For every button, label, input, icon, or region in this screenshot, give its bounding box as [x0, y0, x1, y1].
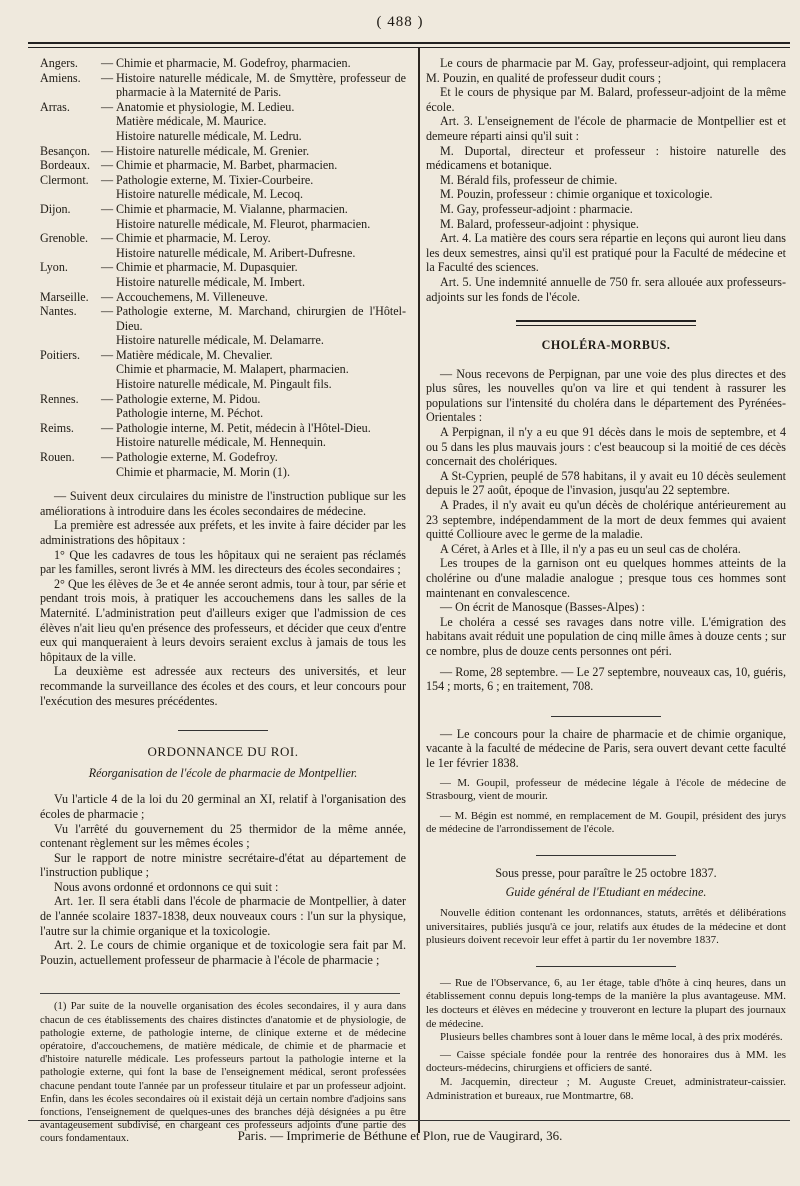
- course-physics: Et le cours de physique par M. Balard, professeur-adjoint de la même école.: [426, 85, 786, 114]
- faculty-course-line: Chimie et pharmacie, M. Morin (1).: [116, 464, 290, 479]
- cholera-para-5: A Céret, à Arles et à Ille, il n'y a pas eu un seul cas de choléra.: [440, 541, 741, 556]
- faculty-city: Lyon.: [40, 260, 68, 275]
- faculty-course-line: Pathologie interne, M. Péchot.: [116, 406, 264, 421]
- faculty-courses: [116, 100, 406, 144]
- faculty-row: [40, 348, 406, 392]
- ordonnance-subtitle: Réorganisation de l'école de pharmacie de Montpellier.: [88, 765, 358, 780]
- faculty-row: [40, 56, 406, 71]
- cholera-para-3: A St-Cyprien, peuplé de 578 habitans, il y avait eu 10 décès seulement depuis le 27 août, époque de l'invasion, jusqu'au 22 septembre.: [426, 468, 786, 498]
- faculty-courses: [116, 304, 406, 348]
- faculty-row: [40, 202, 406, 231]
- faculty-city: Nantes.: [40, 304, 77, 319]
- cholera-para-6: Les troupes de la garnison ont eu quelques hommes atteints de la cholérine ou d'une maladie analogue ; presque tous ces hommes sont maintenant en convalescence.: [426, 556, 786, 600]
- vu-3: Sur le rapport de notre ministre secrétaire-d'état au département de l'instruction publique ;: [40, 850, 406, 880]
- faculty-row: [40, 158, 406, 173]
- faculty-city: Marseille.: [40, 289, 89, 304]
- faculty-dash: —: [100, 450, 114, 465]
- faculty-city: Angers.: [40, 56, 78, 70]
- faculty-city: Dijon.: [40, 201, 71, 216]
- faculty-city: Reims.: [40, 420, 74, 435]
- imprint: Paris. — Imprimerie de Béthune et Plon, rue de Vaugirard, 36.: [237, 1128, 563, 1143]
- faculty-city: Rennes.: [40, 391, 79, 406]
- faculty-courses: [116, 56, 406, 71]
- jacquemin-ad: M. Jacquemin, directeur ; M. Auguste Creuet, administrateur-caissier. Administration et bureaux, rue Montmartre, 68.: [426, 1076, 786, 1102]
- faculty-courses: [116, 231, 406, 260]
- faculty-course-line: Matière médicale, M. Chevalier.: [116, 347, 273, 362]
- faculty-dash: —: [100, 391, 114, 406]
- faculty-dash: —: [100, 143, 114, 158]
- staff-1: M. Duportal, directeur et professeur : histoire naturelle des médicamens et botanique.: [426, 143, 786, 173]
- faculty-course-line: Histoire naturelle médicale, M. Ledru.: [116, 128, 302, 143]
- faculty-city: Arras.: [40, 99, 70, 114]
- article-2: Art. 2. Le cours de chimie organique et de toxicologie sera fait par M. Pouzin, actuellement professeur de pharmacie à l'école de pharmacie ;: [40, 938, 406, 967]
- faculty-courses: [116, 392, 406, 421]
- circular2: La deuxième est adressée aux recteurs des universités, et leur recommande la surveillance des écoles et des cours, et leur concours pour l'exécution des mesures précédentes.: [40, 664, 406, 708]
- staff-5: M. Balard, professeur-adjoint : physique.: [440, 216, 639, 231]
- separator: [536, 855, 676, 856]
- faculty-course-line: Anatomie et physiologie, M. Ledieu.: [116, 99, 295, 114]
- circular1-point2: 2° Que les élèves de 3e et 4e année seront admis, tour à tour, par série et pendant trois mois, à pratiquer les accouchemens dans les salles de la Maternité. L'administration peut d'ailleurs exiger que l'admission de ces élèves n'ait lieu qu'en présence des professeurs, et décider que ceux d'entre eux qui manqueraient à leurs devoirs seraient exclus à jamais de tous les hôpitaux de la ville.: [40, 576, 406, 664]
- faculty-dash: —: [100, 260, 114, 275]
- article-3: Art. 3. L'enseignement de l'école de pharmacie de Montpellier est et demeure réparti ainsi qu'il suit :: [426, 114, 786, 143]
- article-5: Art. 5. Une indemnité annuelle de 750 fr. sera allouée aux professeurs-adjoints sur les fonds de l'école.: [426, 274, 786, 304]
- observance-ad: — Rue de l'Observance, 6, au 1er étage, table d'hôte à cinq heures, dans un établissement connu depuis long-temps de la manière la plus avantageuse. MM. les docteurs et élèves en médecine y trouveront en lecture la plupart des journaux de médecine.: [426, 976, 786, 1030]
- faculty-row: [40, 304, 406, 348]
- faculty-course-line: Histoire naturelle médicale, M. Aribert-Dufresne.: [116, 245, 356, 260]
- vu-1: Vu l'article 4 de la loi du 20 germinal an XI, relatif à l'organisation des écoles de pharmacie ;: [40, 792, 406, 821]
- faculty-row: [40, 100, 406, 144]
- cholera-para-4: A Prades, il n'y avait eu qu'un décès de cholérique antérieurement au 23 septembre, indépendamment de la mort de deux femmes qui avaient quitté Collioure avec le germe de la maladie.: [426, 498, 786, 542]
- faculty-courses: [116, 450, 406, 479]
- page-number: ( 488 ): [376, 14, 424, 30]
- guide-title: Guide général de l'Etudiant en médecine.: [505, 884, 707, 899]
- faculty-row: [40, 231, 406, 260]
- faculty-course-line: Pathologie externe, M. Tixier-Courbeire.: [116, 172, 314, 187]
- vu-4: Nous avons ordonné et ordonnons ce qui suit :: [54, 879, 279, 894]
- footnote-rule: [40, 993, 400, 994]
- faculty-row: [40, 450, 406, 479]
- staff-3: M. Pouzin, professeur : chimie organique et toxicologie.: [440, 187, 713, 202]
- faculty-courses: [116, 158, 406, 173]
- right-column: [426, 56, 786, 1103]
- separator: [178, 730, 268, 731]
- faculty-dash: —: [100, 99, 114, 114]
- circular1-intro: La première est adressée aux préfets, et les invite à faire décider par les administrations des hôpitaux :: [40, 518, 406, 547]
- faculty-dash: —: [100, 420, 114, 435]
- faculty-dash: —: [100, 347, 114, 362]
- faculty-row: [40, 173, 406, 202]
- staff-2: M. Bérald fils, professeur de chimie.: [440, 172, 618, 187]
- faculty-course-line: Histoire naturelle médicale, M. Pingault fils.: [116, 377, 332, 392]
- separator: [551, 716, 661, 717]
- faculty-city: Clermont.: [40, 172, 89, 187]
- article-1: Art. 1er. Il sera établi dans l'école de pharmacie de Montpellier, à dater de l'année scolaire 1837-1838, deux nouveaux cours : l'un sur la physique, l'autre sur la chimie organique et la toxicologie.: [40, 894, 406, 938]
- faculty-dash: —: [100, 201, 114, 216]
- faculty-course-line: Pathologie externe, M. Pidou.: [116, 391, 261, 406]
- faculty-course-line: Pathologie externe, M. Marchand, chirurgien de l'Hôtel-Dieu.: [116, 304, 406, 333]
- faculty-city: Poitiers.: [40, 347, 80, 362]
- faculty-courses: [116, 421, 406, 450]
- presse-notice: Sous presse, pour paraître le 25 octobre 1837.: [495, 865, 717, 880]
- cholera-rome: — Rome, 28 septembre. — Le 27 septembre, nouveaux cas, 10, guéris, 154 ; morts, 6 ; en traitement, 708.: [426, 664, 786, 694]
- circulars-intro: — Suivent deux circulaires du ministre de l'instruction publique sur les améliorations à introduire dans les écoles secondaires de médecine.: [40, 489, 406, 518]
- footer-rule: [28, 1120, 790, 1121]
- faculty-course-line: Pathologie externe, M. Godefroy.: [116, 450, 278, 465]
- faculty-row: [40, 392, 406, 421]
- faculty-course-line: Chimie et pharmacie, M. Dupasquier.: [116, 260, 298, 275]
- circular1-point1: 1° Que les cadavres de tous les hôpitaux qui ne seraient pas réclamés par les familles, seront livrés à MM. les directeurs des écoles secondaires ;: [40, 547, 406, 577]
- begin-notice: — M. Bégin est nommé, en remplacement de M. Goupil, président des jurys de médecine de l'arrondissement de l'école.: [426, 809, 786, 836]
- top-double-rule: [28, 42, 790, 48]
- faculty-course-line: Chimie et pharmacie, M. Barbet, pharmacien.: [116, 158, 338, 173]
- goupil-notice: — M. Goupil, professeur de médecine légale à l'école de médecine de Strasbourg, vient de mourir.: [426, 776, 786, 803]
- cholera-title: CHOLÉRA-MORBUS.: [541, 338, 671, 353]
- footnote: (1) Par suite de la nouvelle organisation des écoles secondaires, il y aura dans chacun de ces établissements des chaires distinctes d'anatomie et de physiologie, de pathologie externe, de pathologie interne, de clinique externe et de médecine opératoire, d'accouchemens, de matière médicale, de chimie et de pharmacie et d'histoire naturelle médicale. Les professeurs partout la pathologie interne et la pathologie externe, qui font la base de l'enseignement médical, seront professées chacune pendant toute l'année par un professeur titulaire et par un professeur adjoint. Enfin, dans les écoles secondaires où il existait déjà un certain nombre d'adjoins sans fonctions, l'enseignement de quelques-unes des branches déjà désignées a pu être avantageusement subdivisé, en chargeant ces professeurs adjoints d'une partie des cours fondamentaux.: [40, 1001, 406, 1145]
- faculty-city: Rouen.: [40, 450, 75, 465]
- faculty-courses: [116, 71, 406, 100]
- faculty-dash: —: [100, 158, 114, 173]
- separator: [536, 966, 676, 967]
- faculty-row: [40, 71, 406, 100]
- staff-4: M. Gay, professeur-adjoint : pharmacie.: [440, 201, 633, 216]
- cholera-para-7: — On écrit de Manosque (Basses-Alpes) :: [440, 600, 645, 615]
- faculty-row: [40, 260, 406, 289]
- faculty-course-line: Chimie et pharmacie, M. Godefroy, pharmacien.: [116, 56, 351, 70]
- faculty-dash: —: [100, 172, 114, 187]
- faculty-dash: —: [100, 304, 114, 319]
- faculty-dash: —: [100, 231, 114, 246]
- article-4: Art. 4. La matière des cours sera répartie en leçons qui auront lieu dans les deux semestres, ainsi qu'il est pratiqué pour la Faculté de médecine et la Faculté des sciences.: [426, 231, 786, 275]
- faculty-dash: —: [100, 70, 114, 85]
- faculty-course-line: Histoire naturelle médicale, M. de Smyttère, professeur de pharmacie à la Maternité de Paris.: [116, 70, 406, 100]
- course-pharmacy: Le cours de pharmacie par M. Gay, professeur-adjoint, qui remplacera M. Pouzin, en qualité de professeur dudit cours ;: [426, 56, 786, 85]
- ordonnance-title: ORDONNANCE DU ROI.: [147, 744, 299, 760]
- faculty-row: [40, 144, 406, 159]
- faculty-course-line: Chimie et pharmacie, M. Leroy.: [116, 231, 271, 246]
- faculty-courses: [116, 348, 406, 392]
- faculty-city: Besançon.: [40, 143, 91, 158]
- faculty-course-line: Histoire naturelle médicale, M. Hennequin.: [116, 435, 326, 450]
- faculty-city: Bordeaux.: [40, 158, 91, 173]
- vu-2: Vu l'arrêté du gouvernement du 25 thermidor de la même année, contenant règlement sur les mêmes écoles ;: [40, 821, 406, 851]
- caisse-ad: — Caisse spéciale fondée pour la rentrée des honoraires dus à MM. les docteurs-médecins, chirurgiens et officiers de santé.: [426, 1048, 786, 1075]
- section-separator: [516, 320, 696, 326]
- guide-description: Nouvelle édition contenant les ordonnances, statuts, arrêtés et délibérations universitaires, publiés jusqu'à ce jour, relatifs aux études de la médecine et dont plusieurs doivent recevoir leur effet à partir du 1er novembre 1837.: [426, 907, 786, 947]
- chambres-ad: Plusieurs belles chambres sont à louer dans le même local, à des prix modérés.: [440, 1031, 783, 1044]
- left-column: [40, 56, 406, 1146]
- faculty-course-line: Chimie et pharmacie, M. Malapert, pharmacien.: [116, 362, 349, 377]
- faculty-list: [40, 56, 406, 479]
- faculty-city: Amiens.: [40, 70, 81, 85]
- cholera-para-2: A Perpignan, il n'y a eu que 91 décès dans le mois de septembre, et 4 ou 5 dans les plus mauvais jours : c'est beaucoup si la moitié de ces décès concernait des cholériques.: [426, 425, 786, 469]
- faculty-courses: [116, 173, 406, 202]
- faculty-row: [40, 421, 406, 450]
- faculty-dash: —: [100, 56, 114, 70]
- faculty-course-line: Accouchemens, M. Villeneuve.: [116, 289, 268, 304]
- faculty-courses: [116, 290, 406, 305]
- faculty-course-line: Pathologie interne, M. Petit, médecin à l'Hôtel-Dieu.: [116, 420, 371, 435]
- faculty-course-line: Chimie et pharmacie, M. Vialanne, pharmacien.: [116, 201, 348, 216]
- faculty-courses: [116, 202, 406, 231]
- concours-notice: — Le concours pour la chaire de pharmacie et de chimie organique, vacante à la faculté de médecine de Paris, sera ouvert devant cette faculté le 1er février 1838.: [426, 726, 786, 770]
- faculty-city: Grenoble.: [40, 231, 89, 246]
- faculty-course-line: Histoire naturelle médicale, M. Lecoq.: [116, 187, 304, 202]
- faculty-courses: [116, 260, 406, 289]
- cholera-para-1: — Nous recevons de Perpignan, par une voie des plus directes et des plus sûres, les nouvelles qu'on va lire et qui tendent à rassurer les populations sur l'intensité du choléra dans le département des Pyrénées-Orientales :: [426, 366, 786, 425]
- column-divider: [418, 48, 420, 1133]
- faculty-course-line: Histoire naturelle médicale, M. Delamarre.: [116, 333, 324, 348]
- faculty-row: [40, 290, 406, 305]
- cholera-para-8: Le choléra a cessé ses ravages dans notre ville. L'émigration des habitans avait réduit une population de cinq mille âmes à douze cents ; sur ce nombre, plus de douze cents personnes ont péri.: [426, 614, 786, 658]
- faculty-courses: [116, 144, 406, 159]
- faculty-course-line: Histoire naturelle médicale, M. Grenier.: [116, 143, 310, 158]
- faculty-course-line: Histoire naturelle médicale, M. Fleurot, pharmacien.: [116, 216, 371, 231]
- faculty-course-line: Matière médicale, M. Maurice.: [116, 114, 267, 129]
- faculty-course-line: Histoire naturelle médicale, M. Imbert.: [116, 274, 306, 289]
- faculty-dash: —: [100, 289, 114, 304]
